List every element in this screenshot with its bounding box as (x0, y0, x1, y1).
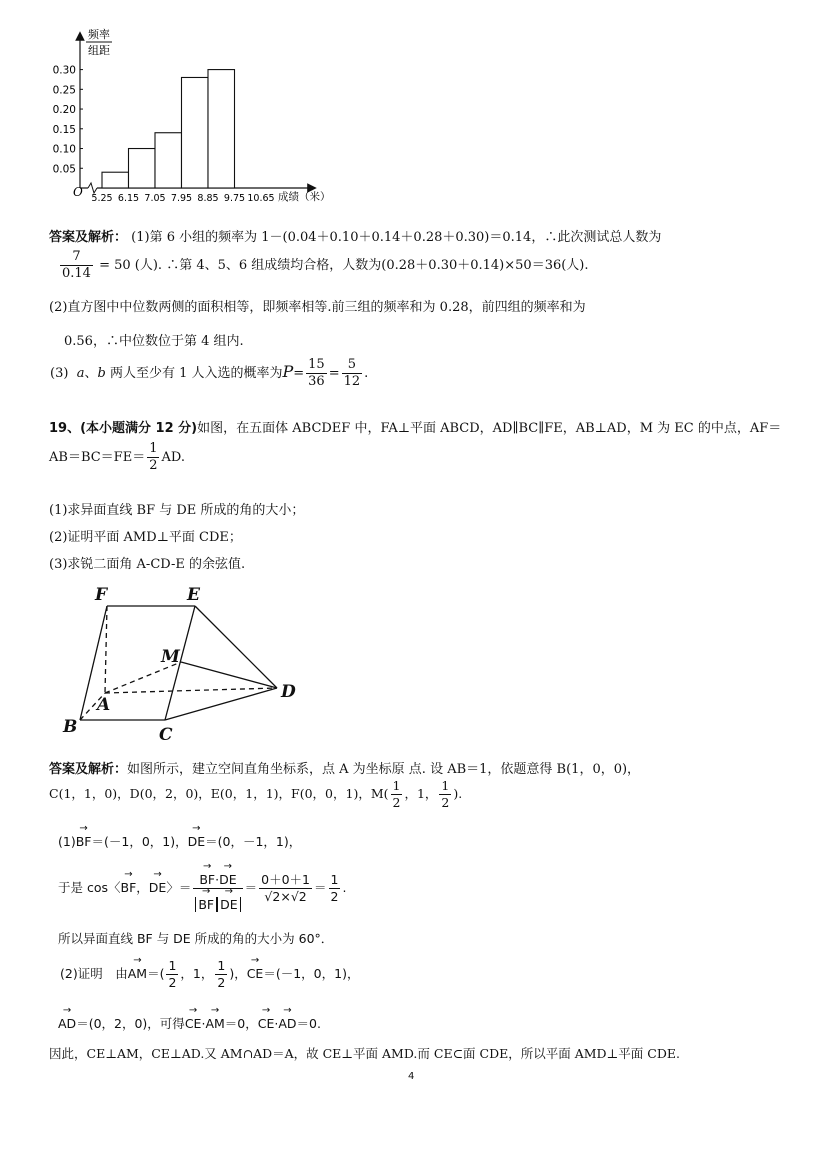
y-tick-label: 0.05 (52, 163, 76, 176)
frac-den: 2 (441, 795, 450, 810)
frac-den: 0.14 (62, 266, 91, 281)
question-19-line2 (49, 441, 185, 474)
paren: ＝( (147, 966, 165, 981)
eq: = (293, 366, 305, 381)
histogram-bar (182, 77, 209, 188)
sep: ，1， (180, 966, 214, 981)
y-label-top: 频率 (88, 28, 110, 41)
frac-den: 2 (217, 975, 226, 990)
answer2-line6 (60, 958, 359, 991)
frac-den: 2 (392, 795, 401, 810)
fraction-5-12 (342, 357, 363, 390)
frac-num: 1 (441, 778, 450, 793)
vector-ce: → CE (247, 966, 264, 981)
frac-den: √2×√2 (264, 889, 307, 904)
sep: ， (136, 880, 149, 895)
fraction-15-36 (306, 357, 327, 390)
frac-num: 0＋0＋1 (261, 872, 311, 887)
answer2-line5: 所以异面直线 BF 与 DE 所成的角的大小为 60°． (58, 931, 334, 946)
answer1-part1: (1)第 6 小组的频率为 1－(0.04＋0.10＋0.14＋0.28＋0.30)＝0.14，∴此次测试总人数为 (131, 230, 662, 245)
sep: 、 (84, 366, 98, 381)
y-tick-label: 0.15 (52, 123, 76, 136)
fraction-dot-product (193, 864, 242, 913)
var-a: a (76, 366, 85, 381)
answer-label: 答案及解析： (49, 230, 128, 245)
answer2-conclusion: 因此，CE⊥AM，CE⊥AD.又 AM∩AD＝A，故 CE⊥平面 AMD.而 CE⊂面 CDE，所以平面 AMD⊥平面 CDE. (49, 1046, 680, 1061)
question-19-sub2: (2)证明平面 AMD⊥平面 CDE； (49, 530, 242, 545)
x-tick-label: 10.65 (247, 193, 275, 204)
vector-value: ＝(－1，0，1)， (91, 834, 188, 849)
x-tick-label: 7.95 (170, 193, 193, 204)
histogram-bar (155, 133, 182, 188)
frac-num: 1 (217, 958, 226, 973)
question-19-sub3: (3)求锐二面角 A-CD-E 的余弦值. (49, 557, 246, 572)
page-number: 4 (408, 1071, 415, 1082)
histogram-bar (102, 172, 129, 188)
paren: )， (229, 966, 247, 981)
answer2-line7 (58, 1014, 321, 1032)
vector-de: → DE (188, 834, 206, 849)
var-p: P (282, 362, 294, 381)
vector-bf: → BF (199, 872, 215, 888)
pentahedron-figure (55, 580, 315, 750)
period: . (364, 366, 369, 381)
chart-bars (102, 70, 235, 188)
part-num: (1) (58, 834, 76, 849)
frac-num: 1 (330, 872, 339, 887)
fraction-sqrt (259, 872, 312, 905)
histogram-bar (208, 70, 235, 188)
fraction-7-over-014 (60, 249, 93, 282)
vector-ce: → CE (258, 1016, 275, 1031)
frac-num: 5 (342, 357, 363, 374)
vector-ad: → AD (58, 1016, 76, 1031)
point-F: F (95, 585, 108, 605)
coords-text: C(1，1，0)，D(0，2，0)，E(0，1，1)，F(0，0，1)，M( (49, 786, 389, 801)
var-b: b (97, 366, 106, 381)
vector-value: ＝(0，2，0)，可得 (76, 1016, 185, 1031)
fraction-1-2 (215, 958, 227, 991)
x-tick-label: 9.75 (223, 193, 246, 204)
vector-de: → DE (220, 897, 238, 913)
answer1-part3 (50, 357, 368, 390)
point-E: E (187, 585, 200, 605)
p3-num: (3) (50, 366, 69, 381)
frac-num: 1 (149, 441, 158, 456)
question-19-label: 19、(本小题满分 12 分) (49, 421, 198, 436)
x-tick-label: 8.85 (197, 193, 219, 204)
answer1-part2: (2)直方图中中位数两侧的面积相等，即频率相等.前三组的频率和为 0.28，前四组的频率和为 (49, 300, 586, 315)
answer2-line1: 如图所示，建立空间直角坐标系，点 A 为坐标原 点. 设 AB＝1，依题意得 B(1，0，0)， (127, 762, 641, 777)
point-D: D (281, 682, 296, 702)
point-A: A (97, 695, 111, 715)
point-B: B (63, 717, 78, 737)
frac-num: 7 (60, 249, 93, 266)
dot: · (274, 1016, 279, 1031)
y-label-bottom: 组距 (88, 44, 110, 57)
vector-de: → DE (149, 880, 167, 895)
vector-am: → AM (205, 1016, 224, 1031)
x-tick-label: 5.25 (91, 193, 113, 204)
histogram-bar (129, 149, 156, 188)
vector-de: → DE (219, 872, 237, 888)
period: . (342, 880, 347, 895)
answer1-part1-cont: = 50 (人). ∴第 4、5、6 组成绩均合格，人数为(0.28＋0.30＋0.14)×50＝36(人). (99, 258, 589, 273)
eq-zero: ＝0， (224, 1016, 258, 1031)
eq: = (328, 366, 340, 381)
fraction-1-2 (166, 958, 178, 991)
answer2-line3 (58, 832, 301, 850)
frac-den: 12 (343, 374, 361, 389)
cos-text: 于是 cos〈 (58, 880, 121, 895)
p3-text: 两人至少有 1 人入选的概率为 (109, 366, 283, 381)
frac-den: 2 (149, 458, 158, 473)
vector-am: → AM (128, 966, 147, 981)
fraction-1-2 (147, 441, 159, 474)
proof-text: (2)证明 由 (60, 966, 128, 981)
answer2-line2 (49, 778, 462, 811)
fraction-1-2 (391, 778, 403, 811)
point-C: C (159, 725, 173, 745)
frac-den: 2 (168, 975, 177, 990)
point-M: M (161, 647, 180, 667)
vector-value: ＝(0，－1，1)， (205, 834, 302, 849)
frac-den: 2 (330, 889, 339, 904)
eq: 〉＝ (166, 880, 192, 895)
coords-text: ). (453, 786, 463, 801)
origin-label: O (73, 185, 83, 199)
vector-bf: → BF (198, 897, 214, 913)
x-axis-label: 成绩（米） (278, 191, 331, 203)
coords-text: ，1， (404, 786, 438, 801)
answer1-part2-cont: 0.56，∴中位数位于第 4 组内. (64, 334, 244, 349)
y-tick-label: 0.20 (52, 104, 76, 117)
q19-line2b: AD. (161, 450, 185, 465)
vector-ad: → AD (278, 1016, 296, 1031)
frac-num: 1 (392, 778, 401, 793)
vector-bf: → BF (76, 834, 92, 849)
eq: ＝ (244, 880, 258, 895)
answer2-label: 答案及解析： (49, 762, 128, 777)
question-19-text: 如图，在五面体 ABCDEF 中，FA⊥平面 ABCD，AD∥BC∥FE，AB⊥AD，M 为 EC 的中点，AF＝ (197, 421, 782, 436)
fraction-1-2 (329, 872, 341, 905)
eq-zero: ＝0. (296, 1016, 321, 1031)
question-19-sub1: (1)求异面直线 BF 与 DE 所成的角的大小； (49, 503, 305, 518)
frac-num: 1 (168, 958, 177, 973)
eq: ＝ (314, 880, 327, 895)
dot: · (215, 872, 220, 887)
y-tick-label: 0.10 (52, 143, 76, 156)
y-tick-label: 0.30 (52, 64, 76, 77)
axis-break (88, 183, 97, 193)
q19-line2a: AB＝BC＝FE＝ (49, 450, 146, 465)
x-tick-label: 7.05 (144, 193, 166, 204)
vector-value: ＝(－1，0，1)， (263, 966, 360, 981)
x-tick-label: 6.15 (117, 193, 140, 204)
dot: · (201, 1016, 206, 1031)
fraction-1-2 (439, 778, 451, 811)
frac-num: 15 (308, 357, 325, 372)
y-tick-label: 0.25 (52, 84, 76, 97)
frequency-histogram (40, 28, 350, 214)
answer2-line4 (58, 864, 346, 913)
frac-den: 36 (308, 374, 325, 389)
vector-ce: → CE (185, 1016, 202, 1031)
vector-bf: → BF (121, 880, 137, 895)
